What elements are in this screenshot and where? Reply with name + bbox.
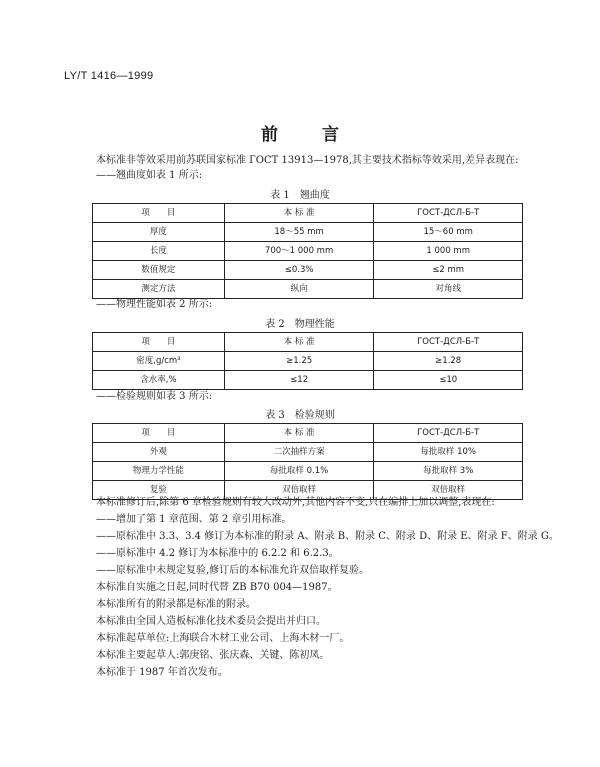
- table-row: [93, 352, 523, 371]
- table1-header-gost: ГОСТ-ДСЛ-Б-Т: [374, 204, 523, 223]
- table2-header-standard: 本 标 准: [224, 333, 374, 352]
- table-warp: [92, 203, 523, 299]
- table-cell: 每批取样 10%: [374, 443, 523, 462]
- table3-intro: ——检验规则如表 3 所示:: [96, 391, 213, 402]
- table-row: [93, 280, 523, 299]
- intro-line-1: 本标准非等效采用前苏联国家标准 ГОСТ 13913—1978,其主要技术指标等效采用,差异表现在:: [96, 155, 519, 166]
- table-physical-properties: [92, 332, 523, 390]
- table2-intro: ——物理性能如表 2 所示:: [96, 299, 213, 310]
- table-row: [93, 223, 523, 242]
- tail-line-9: 本标准起草单位:上海联合木材工业公司、上海木材一厂。: [96, 633, 350, 644]
- table-cell: 700～1 000 mm: [224, 242, 374, 261]
- table-cell: ≥1.28: [374, 352, 523, 371]
- table-cell: ≤12: [224, 371, 374, 390]
- tail-line-5: ——原标准中未规定复验,修订后的本标准允许双倍取样复验。: [96, 565, 370, 576]
- table-cell: 厚度: [93, 223, 225, 242]
- tail-line-2: ——增加了第 1 章范围、第 2 章引用标准。: [96, 514, 292, 525]
- table3-header-standard: 本 标 准: [224, 424, 374, 443]
- table-cell: ≤10: [374, 371, 523, 390]
- tail-line-10: 本标准主要起草人:郭庚铭、张庆森、关键、陈初凤。: [96, 650, 330, 661]
- table-cell: ≤0.3%: [224, 261, 374, 280]
- table-inspection-rules: [92, 423, 523, 500]
- intro-line-2: ——翘曲度如表 1 所示:: [96, 170, 203, 181]
- table-cell: 每批取样 3%: [374, 462, 523, 481]
- table-cell: 长度: [93, 242, 225, 261]
- table1-header-standard: 本 标 准: [224, 204, 374, 223]
- page-title: 前言: [261, 125, 383, 145]
- tail-line-4: ——原标准中 4.2 修订为本标准中的 6.2.2 和 6.2.3。: [96, 548, 339, 559]
- table1-caption: 表 1 翘曲度: [270, 190, 330, 201]
- tail-line-6: 本标准自实施之日起,同时代替 ZB B70 004—1987。: [96, 582, 338, 593]
- table-cell: 物理力学性能: [93, 462, 225, 481]
- table-row: [93, 371, 523, 390]
- table-row: [93, 242, 523, 261]
- table-cell: 复验: [93, 481, 225, 500]
- table-cell: 双倍取样: [374, 481, 523, 500]
- table-row: [93, 443, 523, 462]
- table-cell: ≥1.25: [224, 352, 374, 371]
- tail-line-11: 本标准于 1987 年首次发布。: [96, 667, 228, 678]
- table2-header-item: 项 目: [93, 333, 225, 352]
- tail-line-3: ——原标准中 3.3、3.4 修订为本标准的附录 A、附录 B、附录 C、附录 D、附录 E、附录 F、附录 G。: [96, 531, 559, 542]
- table3-caption: 表 3 检验规则: [265, 410, 335, 421]
- table-cell: 对角线: [374, 280, 523, 299]
- table-cell: 纵向: [224, 280, 374, 299]
- tail-line-7: 本标准所有的附录都是标准的附录。: [96, 599, 256, 610]
- table-cell: 1 000 mm: [374, 242, 523, 261]
- standard-code: LY/T 1416—1999: [64, 70, 154, 82]
- table-row: [93, 462, 523, 481]
- table-cell: 测定方法: [93, 280, 225, 299]
- table-cell: 含水率,%: [93, 371, 225, 390]
- tail-line-8: 本标准由全国人造板标准化技术委员会提出并归口。: [96, 616, 326, 627]
- table-cell: 外观: [93, 443, 225, 462]
- table1-header-item: 项 目: [93, 204, 225, 223]
- tail-line-1: 本标准修订后,除第 6 章检验规则有较大改动外,其他内容不变,只在编排上加以调整,表现在:: [96, 497, 495, 508]
- table-cell: 双倍取样: [224, 481, 374, 500]
- table-row: [93, 261, 523, 280]
- table-cell: 15～60 mm: [374, 223, 523, 242]
- table-cell: 二次抽样方案: [224, 443, 374, 462]
- table-cell: 每批取样 0.1%: [224, 462, 374, 481]
- table-cell: 数值规定: [93, 261, 225, 280]
- table2-header-gost: ГОСТ-ДСЛ-Б-Т: [374, 333, 523, 352]
- table-cell: ≤2 mm: [374, 261, 523, 280]
- table-cell: 密度,g/cm³: [93, 352, 225, 371]
- table-cell: 18～55 mm: [224, 223, 374, 242]
- table2-caption: 表 2 物理性能: [265, 319, 335, 330]
- table3-header-item: 项 目: [93, 424, 225, 443]
- table3-header-gost: ГОСТ-ДСЛ-Б-Т: [374, 424, 523, 443]
